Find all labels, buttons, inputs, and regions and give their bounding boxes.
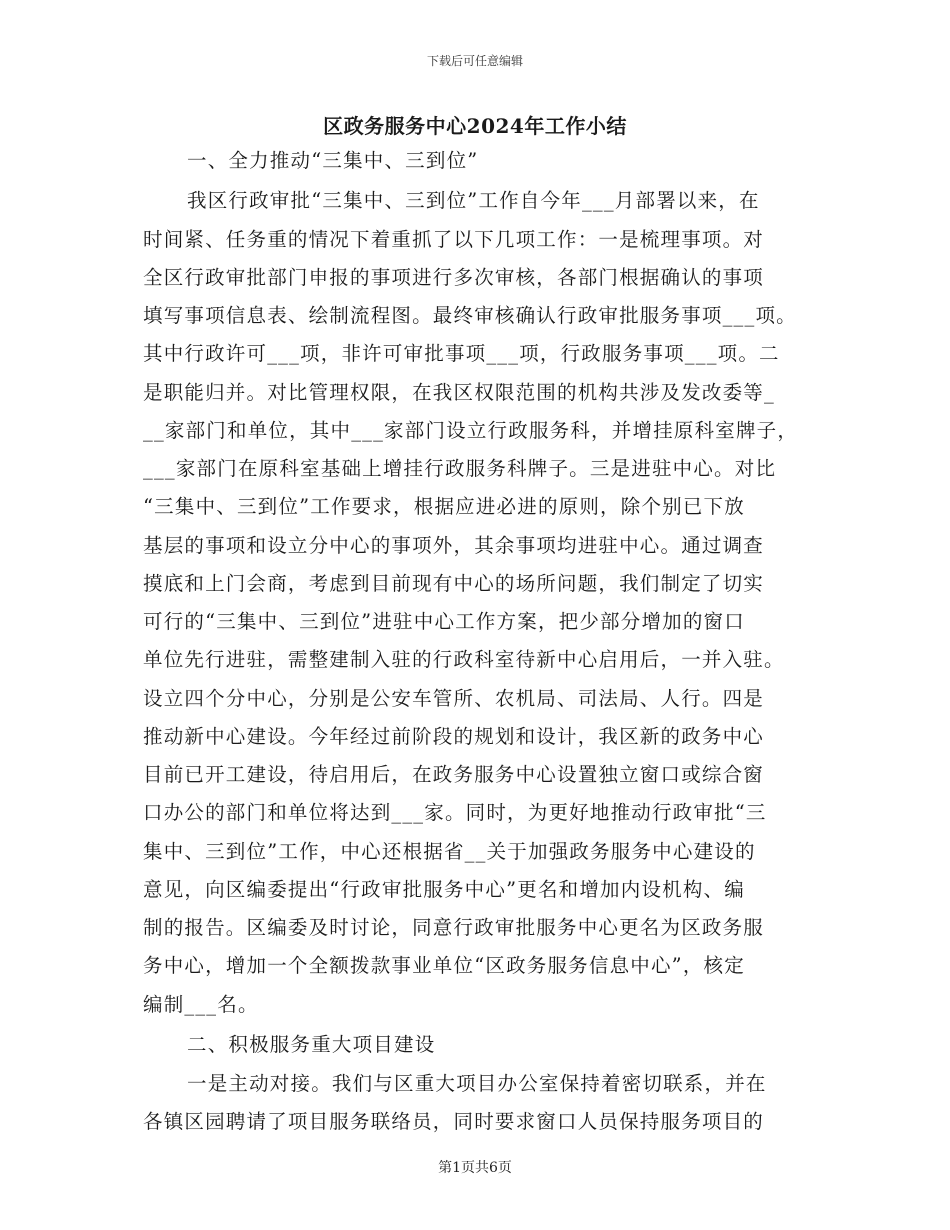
section-heading-1: 一、全力推动“三集中、三到位” xyxy=(187,149,479,172)
paragraph-line: 意见，向区编委提出“行政审批服务中心”更名和增加内设机构、编 xyxy=(143,878,745,901)
paragraph-line: 是职能归并。对比管理权限，在我区权限范围的机构共涉及发改委等_ xyxy=(143,381,775,404)
paragraph-line: 集中、三到位”工作，中心还根据省__关于加强政务服务中心建设的 xyxy=(143,840,756,863)
paragraph-line: 基层的事项和设立分中心的事项外，其余事项均进驻中心。通过调查 xyxy=(143,534,765,557)
page-footer: 第1页共6页 xyxy=(438,1160,512,1176)
paragraph-line: “三集中、三到位”工作要求，根据应进必进的原则，除个别已下放 xyxy=(143,495,745,518)
paragraph-line: 我区行政审批“三集中、三到位”工作自今年___月部署以来，在 xyxy=(187,189,760,212)
paragraph-line: 摸底和上门会商，考虑到目前现有中心的场所问题，我们制定了切实 xyxy=(143,572,765,595)
header-note: 下载后可任意编辑 xyxy=(426,54,523,68)
paragraph-line: __家部门和单位，其中___家部门设立行政服务科，并增挂原科室牌子， xyxy=(143,419,799,442)
paragraph-line: 可行的“三集中、三到位”进驻中心工作方案，把少部分增加的窗口 xyxy=(143,610,745,633)
paragraph-line: 全区行政审批部门申报的事项进行多次审核，各部门根据确认的事项 xyxy=(143,266,765,289)
paragraph-line: 一是主动对接。我们与区重大项目办公室保持着密切联系，并在 xyxy=(187,1072,767,1095)
paragraph-line: 推动新中心建设。今年经过前阶段的规划和设计，我区新的政务中心 xyxy=(143,725,765,748)
paragraph-line: 制的报告。区编委及时讨论，同意行政审批服务中心更名为区政务服 xyxy=(143,916,765,939)
paragraph-line: 时间紧、任务重的情况下着重抓了以下几项工作：一是梳理事项。对 xyxy=(143,228,765,251)
paragraph-line: 口办公的部门和单位将达到___家。同时，为更好地推动行政审批“三 xyxy=(143,801,767,824)
paragraph-line: 单位先行进驻，需整建制入驻的行政科室待新中心启用后，一并入驻。 xyxy=(143,648,785,671)
section-heading-2: 二、积极服务重大项目建设 xyxy=(187,1033,436,1056)
paragraph-line: ___家部门在原科室基础上增挂行政服务科牌子。三是进驻中心。对比 xyxy=(143,457,777,480)
document-title: 区政务服务中心2024年工作小结 xyxy=(323,114,627,138)
paragraph-line: 编制___名。 xyxy=(143,993,259,1016)
paragraph-line: 目前已开工建设，待启用后，在政务服务中心设置独立窗口或综合窗 xyxy=(143,763,765,786)
paragraph-line: 务中心，增加一个全额拨款事业单位“区政务服务信息中心”，核定 xyxy=(143,954,745,977)
paragraph-line: 设立四个分中心，分别是公安车管所、农机局、司法局、人行。四是 xyxy=(143,687,765,710)
paragraph-line: 其中行政许可___项，非许可审批事项___项，行政服务事项___项。二 xyxy=(143,342,780,365)
paragraph-line: 填写事项信息表、绘制流程图。最终审核确认行政审批服务事项___项。 xyxy=(143,304,797,327)
paragraph-line: 各镇区园聘请了项目服务联络员，同时要求窗口人员保持服务项目的 xyxy=(143,1110,765,1133)
